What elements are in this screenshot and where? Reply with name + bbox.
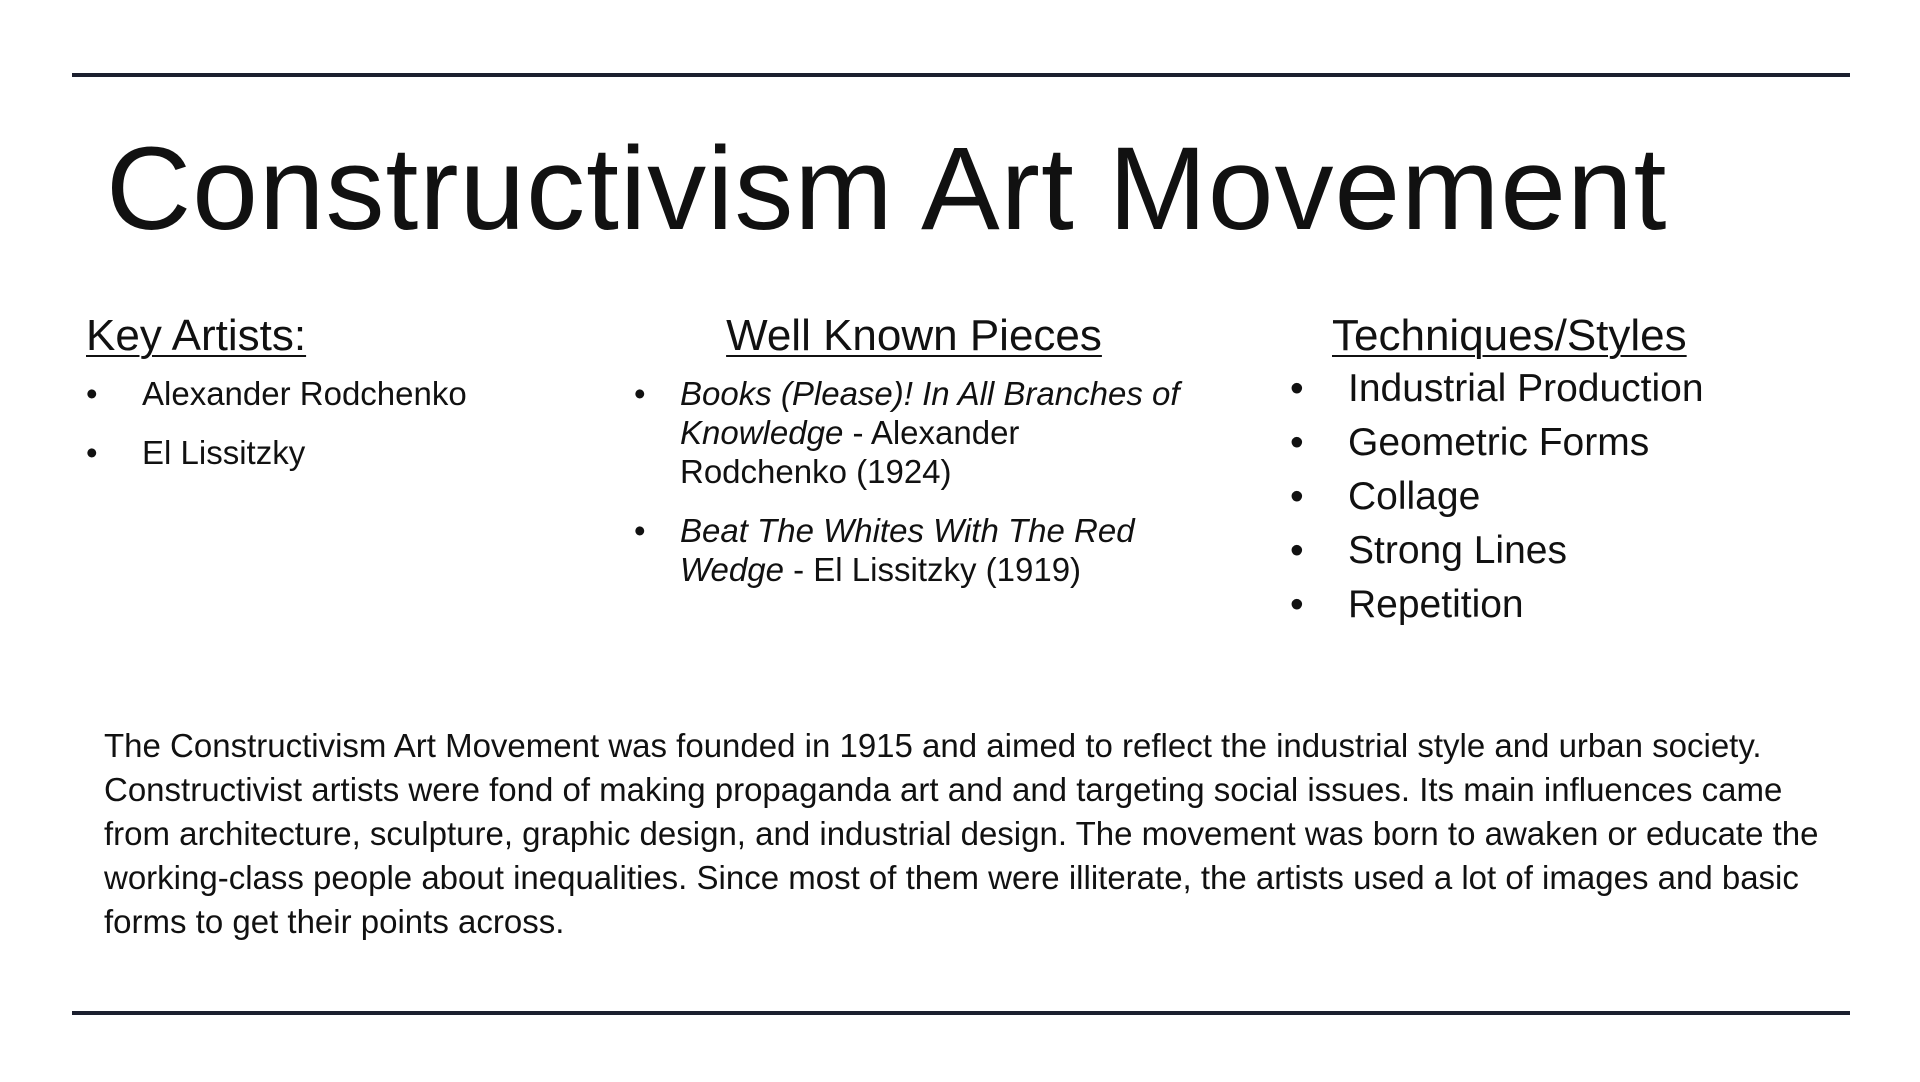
list-item bbox=[1290, 416, 1830, 470]
artwork-credit: El Lissitzky (1919) bbox=[813, 551, 1082, 589]
separator: - bbox=[783, 551, 814, 589]
artwork-credit: Alexander Rodchenko (1924) bbox=[680, 414, 1020, 491]
list-item bbox=[1290, 362, 1830, 416]
bullet-icon: • bbox=[86, 375, 98, 413]
artist-name: Alexander Rodchenko bbox=[142, 375, 467, 413]
list-item bbox=[86, 374, 586, 414]
list-item bbox=[1290, 578, 1830, 632]
artwork-title: Books (Please)! In All Branches of Knowledge bbox=[680, 375, 1180, 452]
list-item bbox=[634, 374, 1194, 491]
technique-label: Repetition bbox=[1348, 583, 1524, 627]
artist-name: El Lissitzky bbox=[142, 434, 306, 472]
artwork-title: Beat The Whites With The Red Wedge bbox=[680, 512, 1135, 589]
technique-label: Collage bbox=[1348, 475, 1481, 519]
bullet-icon: • bbox=[1290, 475, 1304, 519]
top-divider bbox=[72, 73, 1850, 77]
bullet-icon: • bbox=[634, 375, 646, 413]
technique-label: Geometric Forms bbox=[1348, 421, 1650, 465]
bullet-icon: • bbox=[634, 512, 646, 550]
list-item bbox=[1290, 470, 1830, 524]
well-known-pieces-list bbox=[634, 374, 1194, 589]
technique-label: Industrial Production bbox=[1348, 367, 1704, 411]
well-known-pieces-column bbox=[634, 312, 1194, 609]
bullet-icon: • bbox=[1290, 421, 1304, 465]
key-artists-heading: Key Artists: bbox=[86, 311, 307, 360]
technique-label: Strong Lines bbox=[1348, 529, 1567, 573]
bottom-divider bbox=[72, 1011, 1850, 1015]
page-title: Constructivism Art Movement bbox=[106, 123, 1668, 255]
list-item bbox=[634, 511, 1194, 589]
key-artists-column bbox=[86, 312, 586, 492]
techniques-styles-column bbox=[1290, 312, 1830, 632]
list-item bbox=[1290, 524, 1830, 578]
bullet-icon: • bbox=[1290, 529, 1304, 573]
separator: - bbox=[843, 414, 871, 452]
list-item bbox=[86, 433, 586, 473]
description-paragraph: The Constructivism Art Movement was founded in 1915 and aimed to reflect the industrial style and urban society. Constructivist artists were fond of making propaganda art and and targeting social issues. Its main influences came from architecture, sculpture, graphic design, and industrial design. The movement was born to awaken or educate the working-class people about inequalities. Since most of them were illiterate, the artists used a lot of images and basic forms to get their points across. bbox=[104, 727, 1819, 940]
well-known-pieces-heading: Well Known Pieces bbox=[726, 311, 1102, 360]
techniques-styles-list bbox=[1290, 362, 1830, 632]
bullet-icon: • bbox=[86, 434, 98, 472]
bullet-icon: • bbox=[1290, 367, 1304, 411]
bullet-icon: • bbox=[1290, 583, 1304, 627]
techniques-styles-heading: Techniques/Styles bbox=[1332, 311, 1687, 360]
key-artists-list bbox=[86, 374, 586, 473]
